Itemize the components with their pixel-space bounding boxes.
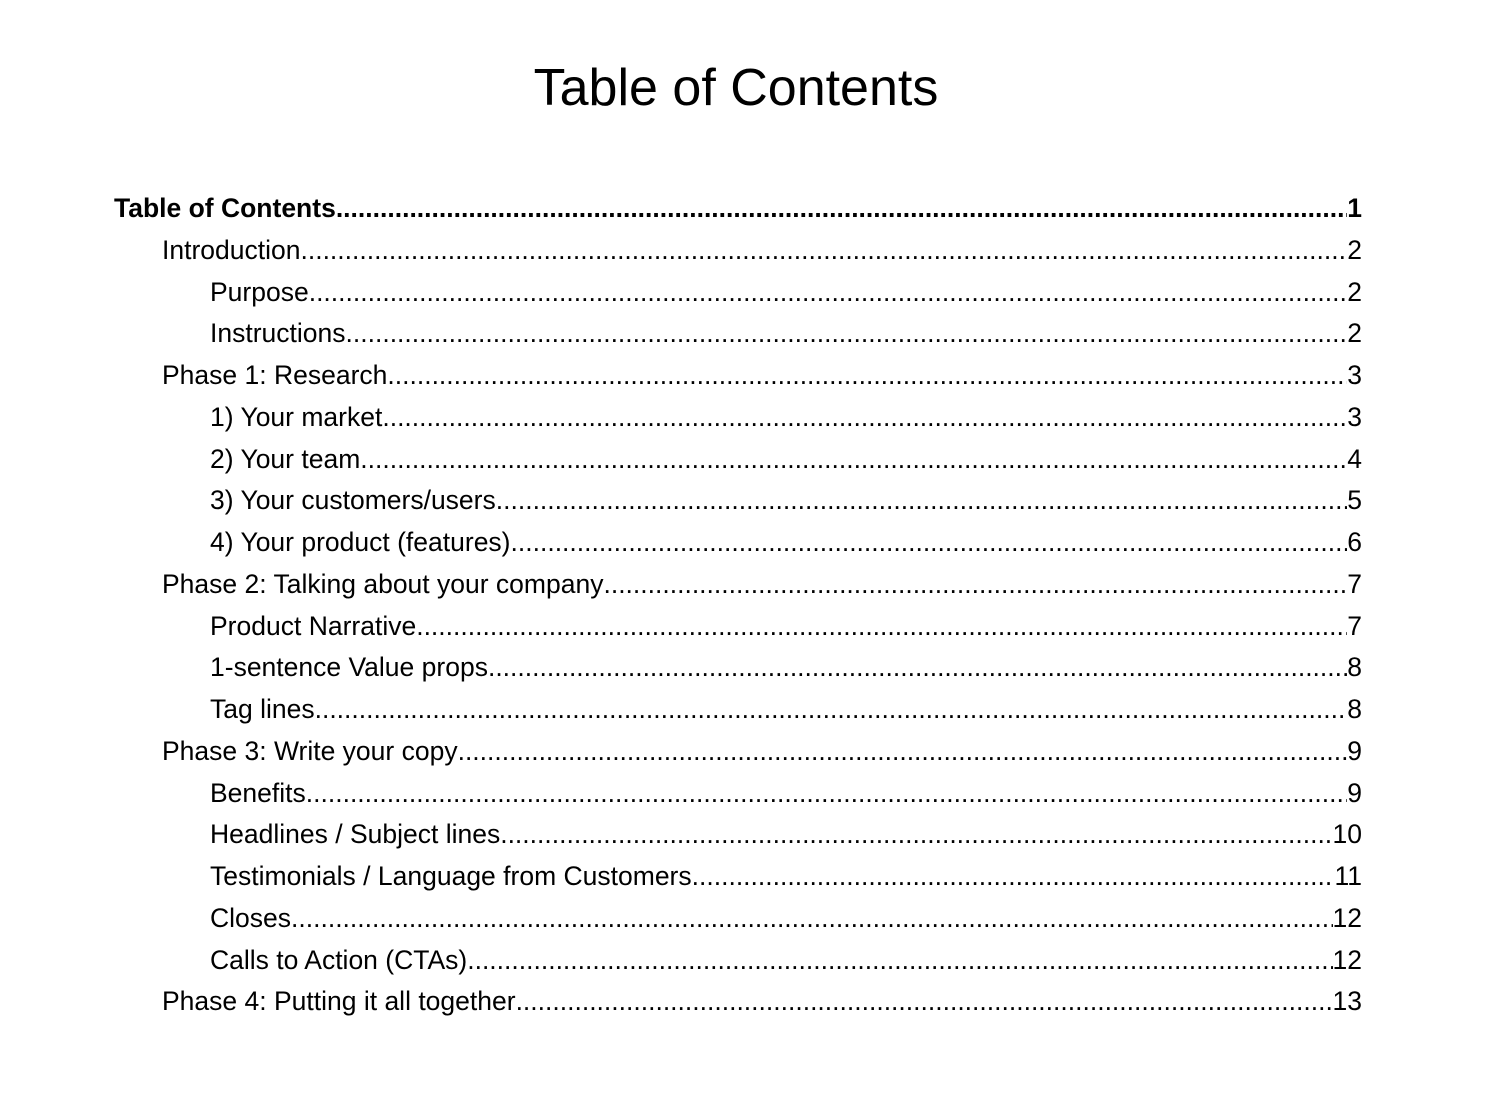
toc-page-number: 2 — [1347, 234, 1362, 265]
toc-dot-leader — [516, 981, 1333, 1023]
toc-dot-leader — [692, 856, 1335, 898]
toc-page-number: 6 — [1347, 527, 1362, 557]
toc-page-number: 12 — [1332, 902, 1362, 933]
toc-entry-label: Phase 2: Talking about your company — [162, 568, 604, 599]
toc-entry-label: Phase 1: Research — [162, 360, 388, 390]
toc-entry-label: Phase 3: Write your copy — [162, 735, 458, 766]
toc-dot-leader — [315, 689, 1348, 731]
toc-entry[interactable] — [114, 981, 1362, 1023]
toc-page-number: 9 — [1347, 735, 1362, 766]
toc-page-number: 5 — [1347, 485, 1362, 516]
toc-dot-leader — [382, 397, 1347, 439]
toc-entry[interactable] — [114, 397, 1362, 439]
toc-page-number: 10 — [1332, 819, 1362, 850]
toc-entry[interactable] — [114, 564, 1362, 606]
toc-dot-leader — [496, 480, 1348, 522]
toc-entry-label: 4) Your product (features) — [210, 527, 511, 557]
toc-page-number: 1 — [1347, 193, 1362, 223]
toc-entry[interactable] — [114, 898, 1362, 940]
toc-entry-label: Table of Contents — [114, 193, 336, 223]
toc-dot-leader — [309, 272, 1348, 314]
toc-entry-label: 3) Your customers/users — [210, 485, 496, 516]
toc-dot-leader — [416, 606, 1347, 648]
toc-entry[interactable] — [114, 230, 1362, 272]
toc-page-number: 3 — [1347, 360, 1362, 390]
toc-entry[interactable] — [114, 731, 1362, 773]
toc-entry[interactable] — [114, 272, 1362, 314]
toc-page-number: 3 — [1347, 401, 1362, 432]
toc-dot-leader — [488, 647, 1347, 689]
toc-dot-leader — [291, 898, 1333, 940]
toc-page-number: 8 — [1347, 694, 1362, 724]
toc-entry[interactable] — [114, 480, 1362, 522]
toc-dot-leader — [387, 355, 1347, 397]
toc-entry[interactable] — [114, 522, 1362, 564]
toc-entry-label: Headlines / Subject lines — [210, 819, 501, 850]
toc-entry-label: Phase 4: Putting it all together — [162, 986, 516, 1017]
toc-dot-leader — [360, 439, 1347, 481]
toc-entry-label: 2) Your team — [210, 443, 361, 474]
toc-entry[interactable] — [114, 355, 1362, 397]
toc-entry[interactable] — [114, 689, 1362, 731]
toc-dot-leader — [306, 773, 1347, 815]
toc-page-number: 8 — [1347, 652, 1362, 683]
toc-page-number: 11 — [1334, 861, 1362, 891]
toc-dot-leader — [336, 188, 1347, 230]
toc-entry[interactable] — [114, 439, 1362, 481]
toc-entry-label: Calls to Action (CTAs) — [210, 944, 468, 975]
toc-dot-leader — [300, 230, 1347, 272]
toc-page-number: 7 — [1347, 568, 1362, 599]
toc-entry-label: Instructions — [210, 318, 346, 349]
toc-entry-label: Purpose — [210, 276, 309, 307]
toc-entry-label: 1-sentence Value props — [210, 652, 488, 683]
toc-entry[interactable] — [114, 814, 1362, 856]
toc-entry-label: 1) Your market — [210, 401, 383, 432]
toc-entry[interactable] — [114, 647, 1362, 689]
toc-dot-leader — [458, 731, 1348, 773]
toc-entry-label: Tag lines — [210, 694, 315, 724]
toc-entry[interactable] — [114, 940, 1362, 982]
toc-page-number: 2 — [1347, 318, 1362, 349]
toc-page-number: 2 — [1347, 276, 1362, 307]
toc-page-number: 12 — [1332, 944, 1362, 975]
toc-page-number: 9 — [1347, 777, 1362, 808]
toc-entry[interactable] — [114, 313, 1362, 355]
toc-dot-leader — [346, 313, 1348, 355]
toc-entry-label: Product Narrative — [210, 610, 417, 641]
toc-page-number: 7 — [1347, 610, 1362, 641]
toc-entry-label: Benefits — [210, 777, 306, 808]
toc-entry[interactable] — [114, 773, 1362, 815]
toc-entry-label: Closes — [210, 902, 292, 933]
toc-entry-label: Introduction — [162, 234, 301, 265]
toc-page-number: 4 — [1347, 443, 1362, 474]
table-of-contents — [114, 188, 1362, 1023]
toc-dot-leader — [500, 814, 1332, 856]
toc-dot-leader — [467, 940, 1332, 982]
toc-entry[interactable] — [114, 856, 1362, 898]
toc-dot-leader — [603, 564, 1347, 606]
page-title: Table of Contents — [533, 59, 939, 117]
toc-entry[interactable] — [114, 606, 1362, 648]
toc-page-number: 13 — [1332, 986, 1362, 1017]
toc-entry[interactable] — [114, 188, 1362, 230]
toc-dot-leader — [511, 522, 1348, 564]
toc-entry-label: Testimonials / Language from Customers — [210, 861, 692, 891]
